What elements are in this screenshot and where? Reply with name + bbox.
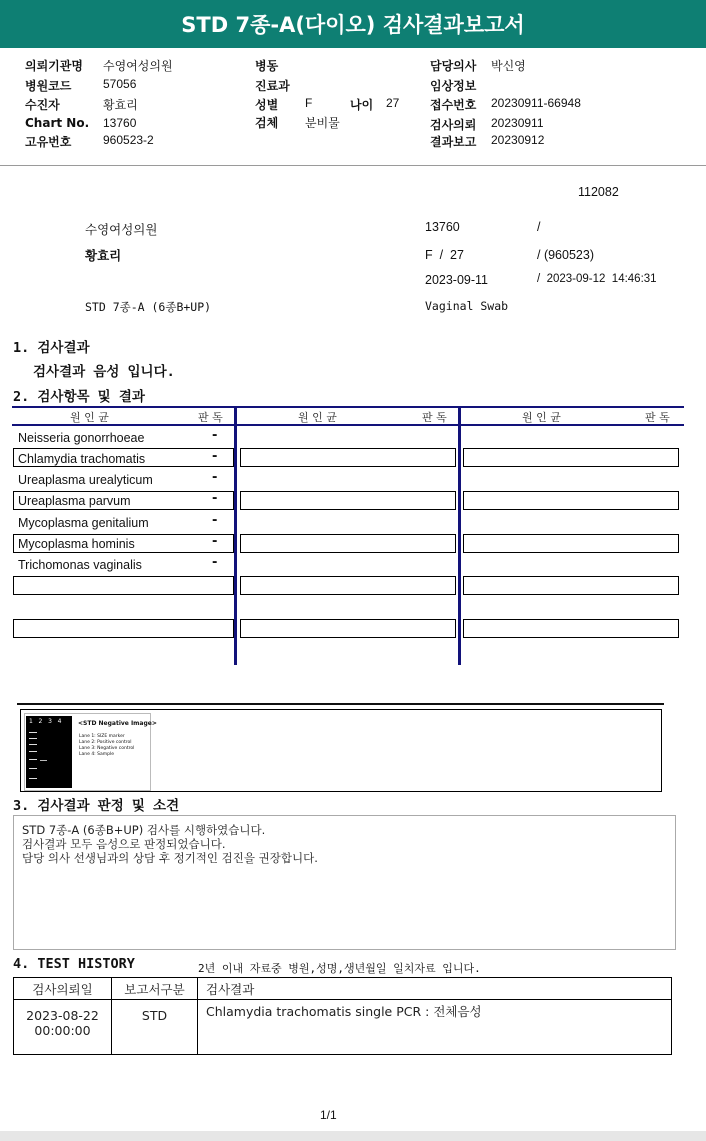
row-box (463, 619, 679, 638)
meta-sexage: F / 27 (425, 248, 464, 262)
section1-text: 검사결과 음성 입니다. (33, 364, 175, 380)
chart-label: Chart No. (25, 116, 90, 130)
meta-chart: 13760 (425, 220, 460, 234)
column-divider-2 (458, 407, 461, 665)
history-date-cell (14, 1000, 112, 1055)
gel-legend-item: Lane 4: Sample (79, 752, 114, 757)
patient-value: 황효리 (103, 98, 138, 112)
section2-title: 2. 검사항목 및 결과 (13, 389, 145, 405)
report-label: 결과보고 (430, 135, 477, 149)
meta-slash: / (537, 220, 541, 234)
gel-legend-item: Lane 3: Negative control (79, 746, 135, 751)
col-organism-3: 원 인 균 (522, 411, 561, 424)
doctor-label: 담당의사 (430, 59, 477, 73)
patient-header (0, 48, 706, 166)
col-organism-2: 원 인 균 (298, 411, 337, 424)
history-table (13, 977, 672, 1055)
organism-result: - (212, 470, 218, 485)
report-code: 112082 (578, 185, 619, 199)
gel-title: <STD Negative Image> (78, 720, 157, 727)
section4-title: 4. TEST HISTORY (13, 956, 135, 972)
code-label: 병원코드 (25, 79, 72, 93)
history-date: 2023-08-22 (26, 1008, 99, 1023)
table-top-rule (12, 406, 684, 408)
ward-label: 병동 (255, 59, 279, 73)
history-header-type: 보고서구분 (112, 978, 198, 1000)
receipt-label: 접수번호 (430, 98, 477, 112)
history-time: 00:00:00 (34, 1023, 91, 1038)
code-value: 57056 (103, 77, 137, 91)
request-label: 검사의뢰 (430, 118, 477, 132)
history-note: 2년 이내 자료중 병원,성명,생년월일 일치자료 입니다. (198, 962, 481, 975)
gel-legend-item: Lane 1: SIZE marker (79, 734, 125, 739)
organism-name: Mycoplasma genitalium (18, 516, 149, 530)
section3-title: 3. 검사결과 판정 및 소견 (13, 798, 180, 814)
request-value: 20230911 (491, 116, 544, 130)
history-row (14, 1000, 672, 1055)
comment-box (13, 815, 676, 950)
organism-result: - (212, 449, 218, 464)
organism-name: Mycoplasma hominis (18, 537, 135, 551)
meta-specimen: Vaginal Swab (425, 299, 509, 313)
organism-name: Ureaplasma urealyticum (18, 473, 153, 487)
id-value: 960523-2 (103, 133, 154, 147)
sex-value: F (305, 96, 313, 110)
comment-line: 검사결과 모두 음성으로 판정되었습니다. (22, 837, 226, 851)
row-box (240, 576, 456, 595)
meta-date2: / 2023-09-12 14:46:31 (537, 273, 657, 285)
comment-line: STD 7종-A (6종B+UP) 검사를 시행하였습니다. (22, 823, 266, 837)
row-box (463, 576, 679, 595)
page-bottom-bar (0, 1131, 706, 1141)
meta-test: STD 7종-A (6종B+UP) (85, 300, 212, 314)
clinical-label: 임상정보 (430, 79, 477, 93)
hospital-label: 의뢰기관명 (25, 59, 83, 73)
history-result: Chlamydia trachomatis single PCR : 전체음성 (198, 1000, 672, 1055)
col-organism-1: 원 인 균 (70, 411, 109, 424)
row-box (240, 534, 456, 553)
report-title: STD 7종-A(다이오) 검사결과보고서 (0, 0, 706, 48)
meta-dob: / (960523) (537, 248, 594, 262)
gel-divider (17, 703, 664, 705)
history-type: STD (112, 1000, 198, 1055)
section1-title: 1. 검사결과 (13, 340, 90, 356)
history-header-result: 검사결과 (198, 978, 672, 1000)
hospital-value: 수영여성의원 (103, 59, 173, 73)
specimen-label: 검체 (255, 116, 279, 130)
organism-name: Trichomonas vaginalis (18, 558, 142, 572)
row-box (463, 448, 679, 467)
row-box (463, 491, 679, 510)
table-header-rule (12, 424, 684, 426)
receipt-value: 20230911-66948 (491, 96, 581, 110)
row-box (240, 619, 456, 638)
gel-image (24, 713, 157, 791)
comment-line: 담당 의사 선생님과의 상담 후 정기적인 검진을 권장합니다. (22, 851, 318, 865)
organism-name: Chlamydia trachomatis (18, 452, 146, 466)
organism-result: - (212, 491, 218, 506)
history-header-date: 검사의뢰일 (14, 978, 112, 1000)
page-number: 1/1 (320, 1108, 337, 1122)
organism-name: Neisseria gonorrhoeae (18, 431, 145, 445)
col-judge-3: 판 독 (645, 411, 670, 424)
sex-label: 성별 (255, 98, 279, 112)
id-label: 고유번호 (25, 135, 72, 149)
organism-result: - (212, 555, 218, 570)
dept-label: 진료과 (255, 79, 290, 93)
col-judge-1: 판 독 (198, 411, 223, 424)
row-box (463, 534, 679, 553)
organism-result: - (212, 428, 218, 443)
row-box (13, 576, 234, 595)
report-value: 20230912 (491, 133, 545, 147)
column-divider-1 (234, 407, 237, 665)
col-judge-2: 판 독 (422, 411, 447, 424)
meta-date1: 2023-09-11 (425, 273, 489, 287)
chart-value: 13760 (103, 116, 137, 130)
doctor-value: 박신영 (491, 59, 526, 73)
gel-lane-numbers: 1 2 3 4 (29, 718, 62, 725)
row-box (240, 491, 456, 510)
organism-result: - (212, 534, 218, 549)
meta-name: 황효리 (85, 248, 122, 263)
meta-clinic: 수영여성의원 (85, 223, 158, 237)
organism-name: Ureaplasma parvum (18, 494, 131, 508)
organism-result: - (212, 513, 218, 528)
row-box (13, 619, 234, 638)
age-label: 나이 (350, 98, 374, 112)
row-box (240, 448, 456, 467)
gel-legend-item: Lane 2: Positive control (79, 740, 132, 745)
age-value: 27 (386, 96, 400, 110)
patient-label: 수진자 (25, 98, 60, 112)
specimen-value: 분비물 (305, 116, 340, 130)
gel-lanes-image (26, 716, 72, 788)
